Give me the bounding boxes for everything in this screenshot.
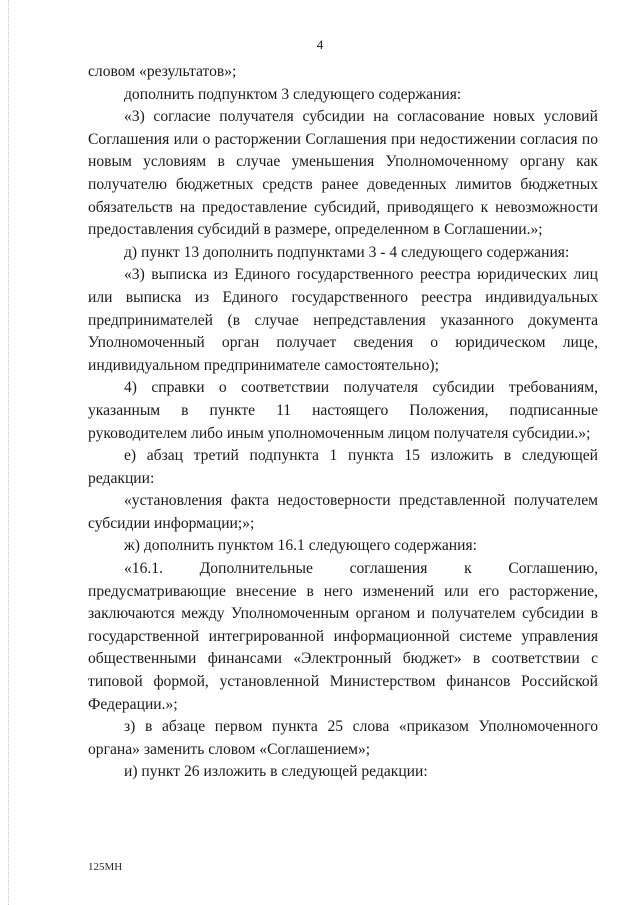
paragraph: д) пункт 13 дополнить подпунктами 3 - 4 следующего содержания: [124, 243, 570, 261]
page-number: 4 [316, 37, 324, 52]
paragraph: е) абзац третий подпункта 1 пункта 15 изложить в следующей редакции: [88, 447, 598, 487]
scan-edge-line [8, 0, 9, 905]
paragraph: «3) согласие получателя субсидии на согласование новых условий Соглашения или о расторжении Соглашения при недостижении согласия по новым условиям в случае уменьшения Уполномоченному органу как получателю бюджетных средств ранее доведенных лимитов бюджетных обязательств на предоставление субсидий, приводящего к невозможности предоставления субсидий в размере, определенном в Соглашении.»; [88, 108, 598, 239]
paragraph: дополнить подпунктом 3 следующего содержания: [124, 85, 462, 103]
paragraph: словом «результатов»; [88, 63, 237, 80]
paragraph: з) в абзаце первом пункта 25 слова «приказом Уполномоченного органа» заменить словом «Соглашением»; [88, 718, 598, 758]
paragraph: и) пункт 26 изложить в следующей редакции: [124, 763, 428, 781]
paragraph: «3) выписка из Единого государственного реестра юридических лиц или выписка из Единого государственного реестра индивидуальных предпринимателей (в случае непредставления указанного документа Уполномоченный орган получает сведения о юридическом лице, индивидуальном предпринимателе самостоятельно); [88, 266, 598, 374]
footer-document-code: 125МН [88, 861, 123, 873]
paragraph: «установления факта недостоверности представленной получателем субсидии информации;»; [88, 492, 598, 532]
document-body [88, 61, 598, 784]
paragraph: «16.1. Дополнительные соглашения к Соглашению, предусматривающие внесение в него изменений или его расторжение, заключаются между Уполномоченным органом и получателем субсидии в государственной интегрированной информационной системе управления общественными финансами «Электронный бюджет» в соответствии с типовой формой, установленной Министерством финансов Российской Федерации.»; [88, 560, 598, 713]
paragraph: ж) дополнить пунктом 16.1 следующего содержания: [124, 537, 477, 555]
paragraph: 4) справки о соответствии получателя субсидии требованиям, указанным в пункте 11 настоящего Положения, подписанные руководителем либо иным уполномоченным лицом получателя субсидии.»; [88, 379, 598, 442]
